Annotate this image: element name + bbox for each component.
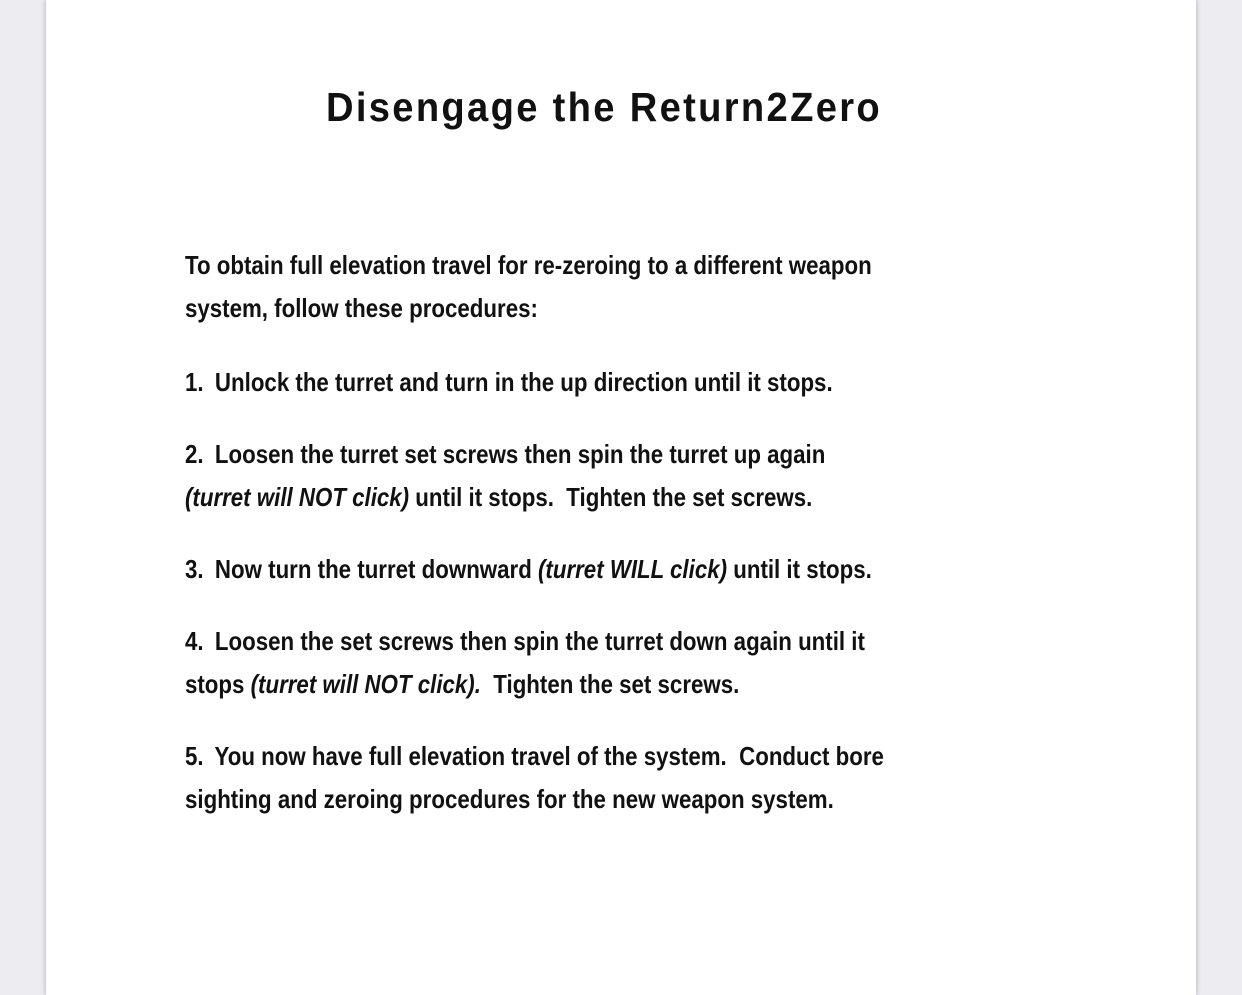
step-number: 5. — [185, 741, 204, 771]
step-text: Loosen the set screws then spin the turret down again until it — [214, 626, 865, 656]
step-text: Tighten the set screws. — [480, 669, 740, 699]
step-4 — [185, 620, 956, 706]
step-1 — [185, 361, 956, 404]
step-5 — [185, 735, 956, 821]
step-text: Unlock the turret and turn in the up direction until it stops. — [214, 367, 833, 397]
intro-line-1: To obtain full elevation travel for re-zeroing to a different weapon — [185, 250, 872, 280]
step-number: 3. — [185, 554, 204, 584]
step-number: 2. — [185, 439, 204, 469]
step-text: Loosen the turret set screws then spin the turret up again — [214, 439, 826, 469]
step-text: sighting and zeroing procedures for the new weapon system. — [185, 784, 834, 814]
document-body — [185, 244, 956, 850]
step-text: You now have full elevation travel of the system. Conduct bore — [214, 741, 884, 771]
step-number: 4. — [185, 626, 204, 656]
step-number: 1. — [185, 367, 204, 397]
step-text: until it stops. — [727, 554, 872, 584]
page-title: Disengage the Return2Zero — [325, 84, 883, 130]
step-italic-note: (turret will NOT click). — [250, 669, 481, 699]
step-3 — [185, 548, 956, 591]
step-italic-note: (turret WILL click) — [538, 554, 728, 584]
step-text: Now turn the turret downward — [214, 554, 539, 584]
intro-line-2: system, follow these procedures: — [185, 293, 538, 323]
step-2 — [185, 433, 956, 519]
step-text: until it stops. Tighten the set screws. — [409, 482, 813, 512]
intro-paragraph — [185, 244, 956, 330]
step-text: stops — [185, 669, 251, 699]
document-page — [46, 0, 1196, 995]
step-italic-note: (turret will NOT click) — [185, 482, 410, 512]
